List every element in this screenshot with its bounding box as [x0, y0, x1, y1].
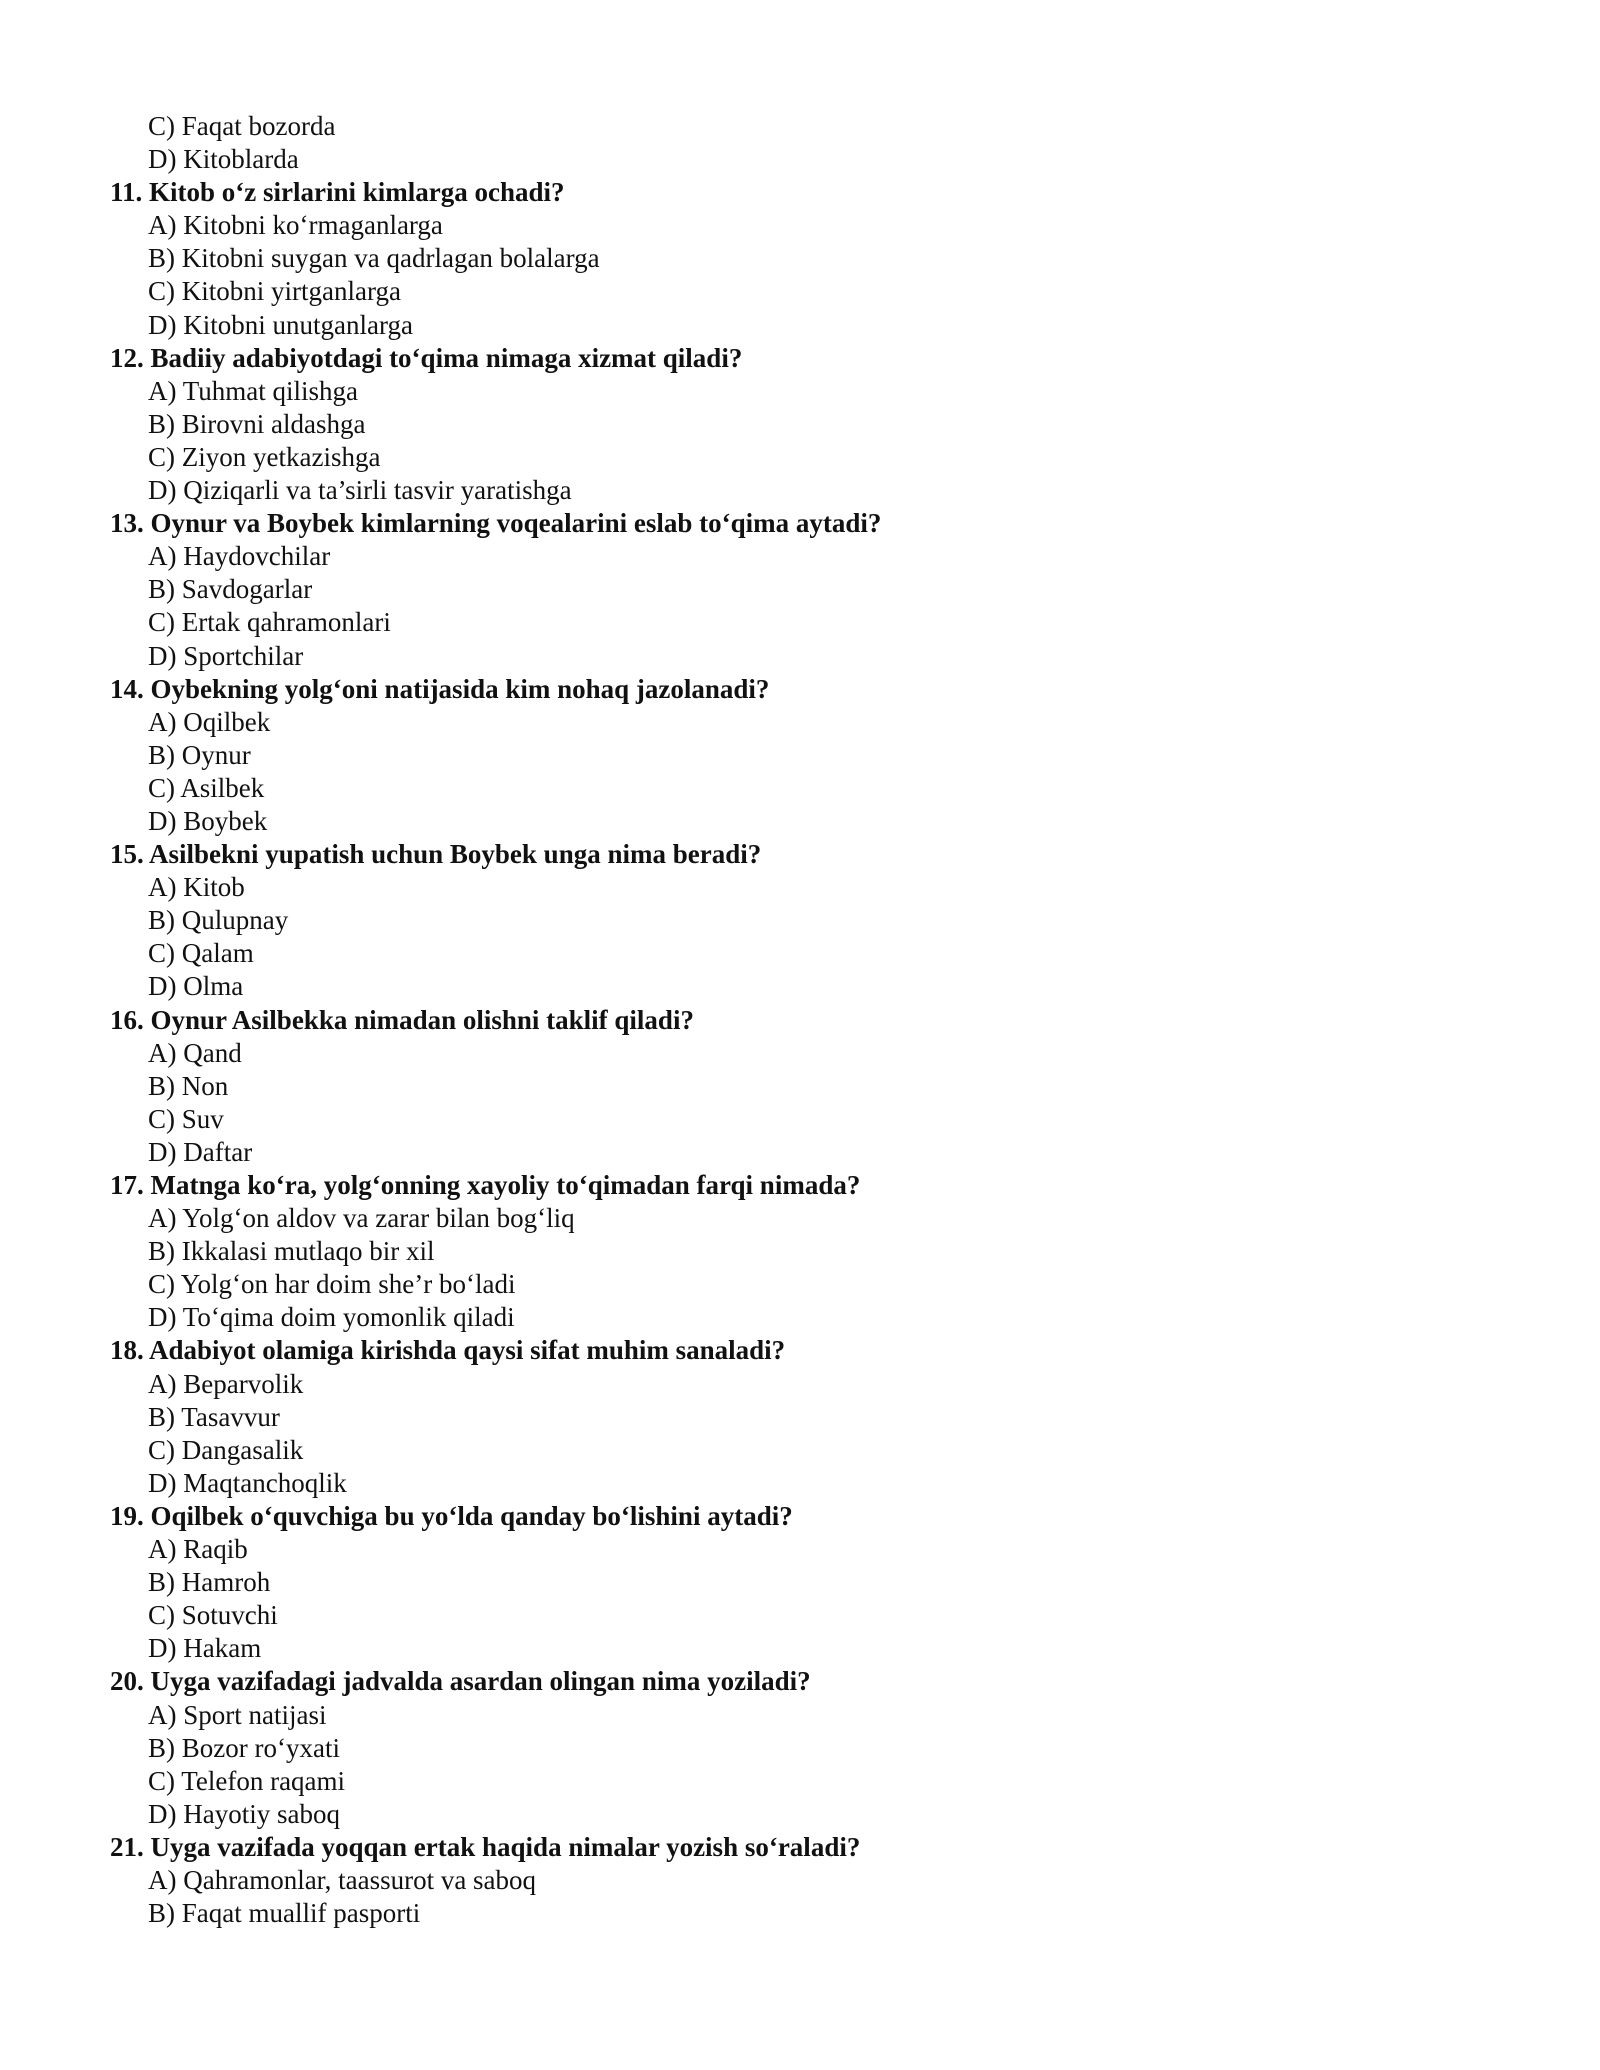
- answer-option: C) Ertak qahramonlari: [148, 607, 391, 638]
- question-21: 21. Uyga vazifada yoqqan ertak haqida nimalar yozish so‘raladi?: [110, 1831, 861, 1862]
- answer-option: C) Faqat bozorda: [148, 111, 336, 141]
- question-13: 13. Oynur va Boybek kimlarning voqealarini eslab to‘qima aytadi?: [110, 508, 882, 539]
- answer-option: B) Ikkalasi mutlaqo bir xil: [148, 1236, 435, 1267]
- answer-option: B) Bozor ro‘yxati: [148, 1732, 340, 1763]
- answer-option: A) Haydovchilar: [148, 541, 331, 572]
- answer-option: B) Hamroh: [148, 1567, 271, 1598]
- answer-option: C) Suv: [148, 1103, 224, 1134]
- answer-option: A) Oqilbek: [148, 706, 271, 737]
- answer-option: D) Kitobni unutganlarga: [148, 309, 413, 340]
- answer-option: B) Tasavvur: [148, 1401, 280, 1432]
- answer-option: C) Kitobni yirtganlarga: [148, 276, 401, 307]
- answer-option: C) Telefon raqami: [148, 1765, 346, 1796]
- answer-option: C) Asilbek: [148, 772, 265, 803]
- answer-option: A) Qand: [148, 1037, 242, 1068]
- answer-option: B) Qulupnay: [148, 905, 289, 936]
- answer-option: B) Savdogarlar: [148, 574, 313, 605]
- question-12: 12. Badiiy adabiyotdagi to‘qima nimaga xizmat qiladi?: [110, 342, 743, 373]
- answer-option: B) Faqat muallif pasporti: [148, 1898, 421, 1929]
- question-15: 15. Asilbekni yupatish uchun Boybek unga nima beradi?: [110, 839, 762, 870]
- answer-option: D) Hakam: [148, 1633, 262, 1664]
- answer-option: B) Kitobni suygan va qadrlagan bolalarga: [148, 243, 600, 274]
- answer-option: D) To‘qima doim yomonlik qiladi: [148, 1302, 515, 1333]
- answer-option: B) Oynur: [148, 739, 251, 770]
- question-14: 14. Oybekning yolg‘oni natijasida kim nohaq jazolanadi?: [110, 673, 770, 704]
- question-19: 19. Oqilbek o‘quvchiga bu yo‘lda qanday bo‘lishini aytadi?: [110, 1500, 793, 1531]
- answer-option: D) Daftar: [148, 1136, 253, 1167]
- question-17: 17. Matnga ko‘ra, yolg‘onning xayoliy to‘qimadan farqi nimada?: [110, 1170, 861, 1200]
- answer-option: A) Tuhmat qilishga: [148, 375, 359, 406]
- question-16: 16. Oynur Asilbekka nimadan olishni taklif qiladi?: [110, 1004, 694, 1035]
- answer-option: C) Qalam: [148, 938, 254, 969]
- answer-option: A) Yolg‘on aldov va zarar bilan bog‘liq: [148, 1203, 575, 1234]
- answer-option: D) Qiziqarli va ta’sirli tasvir yaratishga: [148, 475, 572, 506]
- answer-option: C) Sotuvchi: [148, 1600, 278, 1631]
- answer-option: A) Beparvolik: [148, 1368, 304, 1399]
- answer-option: C) Dangasalik: [148, 1434, 304, 1465]
- answer-option: D) Olma: [148, 971, 244, 1002]
- answer-option: D) Maqtanchoqlik: [148, 1467, 347, 1498]
- answer-option: A) Sport natijasi: [148, 1699, 327, 1730]
- answer-option: B) Birovni aldashga: [148, 408, 366, 439]
- answer-option: A) Qahramonlar, taassurot va saboq: [148, 1864, 537, 1895]
- question-20: 20. Uyga vazifadagi jadvalda asardan olingan nima yoziladi?: [110, 1666, 811, 1697]
- answer-option: A) Kitobni ko‘rmaganlarga: [148, 210, 443, 241]
- question-11: 11. Kitob o‘z sirlarini kimlarga ochadi?: [110, 177, 565, 208]
- answer-option: D) Boybek: [148, 805, 268, 836]
- answer-option: A) Kitob: [148, 872, 245, 903]
- answer-option: D) Kitoblarda: [148, 144, 299, 175]
- answer-option: A) Raqib: [148, 1534, 248, 1565]
- answer-option: C) Yolg‘on har doim she’r bo‘ladi: [148, 1269, 516, 1300]
- answer-option: B) Non: [148, 1070, 229, 1101]
- answer-option: D) Sportchilar: [148, 640, 304, 671]
- question-list: [110, 110, 1510, 1930]
- question-18: 18. Adabiyot olamiga kirishda qaysi sifat muhim sanaladi?: [110, 1335, 786, 1366]
- answer-option: C) Ziyon yetkazishga: [148, 441, 381, 472]
- answer-option: D) Hayotiy saboq: [148, 1798, 340, 1829]
